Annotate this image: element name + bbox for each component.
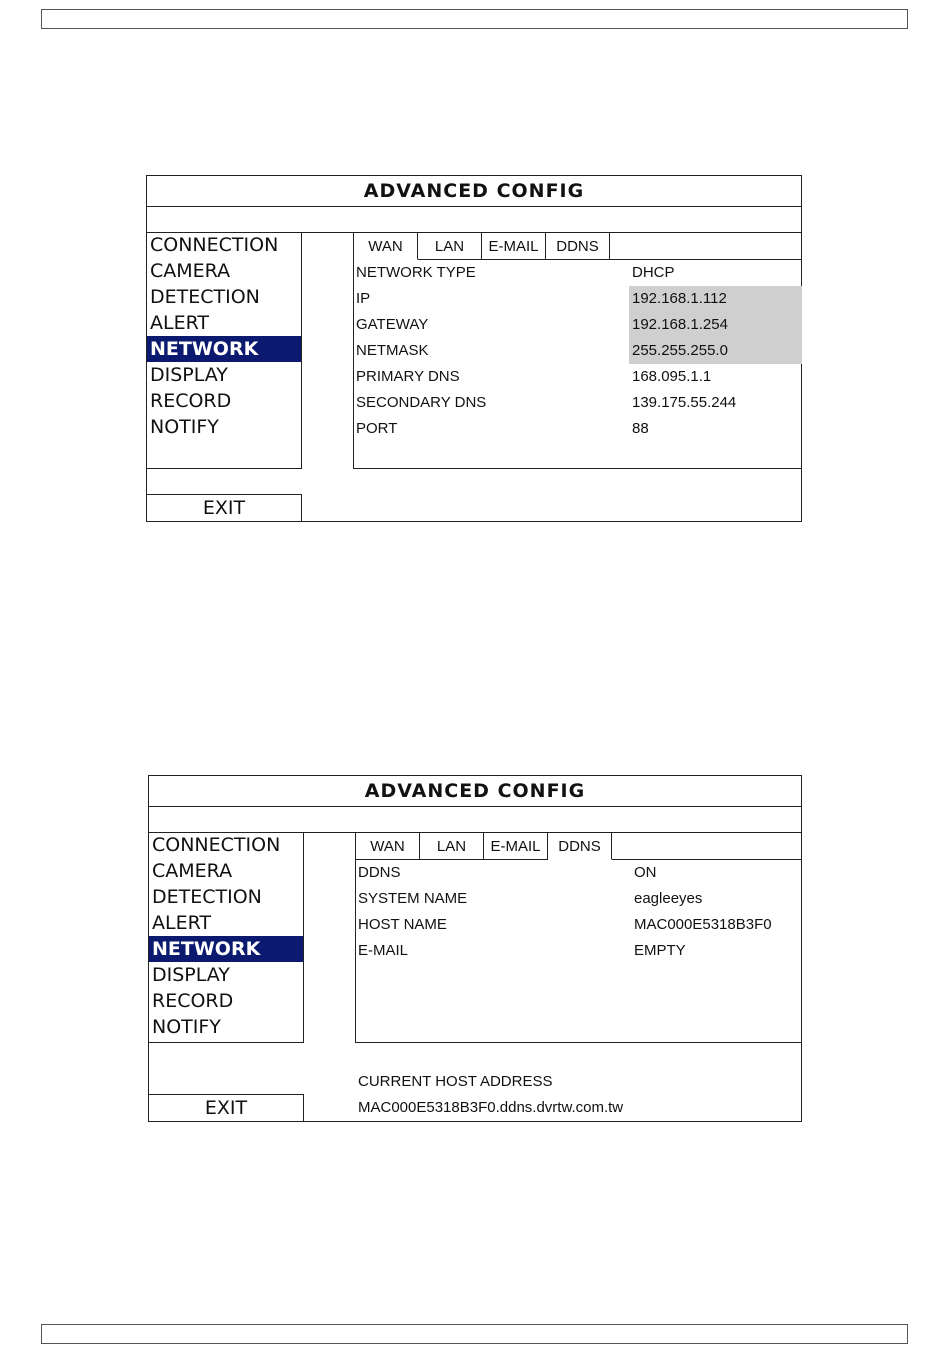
- row-value[interactable]: eagleeyes: [634, 890, 703, 907]
- network-panel: [353, 232, 802, 469]
- menu-item-detection[interactable]: DETECTION: [150, 286, 260, 308]
- tab-bar: [354, 232, 802, 260]
- row-value[interactable]: 192.168.1.112: [629, 286, 802, 312]
- side-menu: [149, 832, 304, 1043]
- row-value[interactable]: 139.175.55.244: [632, 394, 737, 411]
- tab-email[interactable]: E-MAIL: [482, 232, 546, 259]
- menu-item-connection[interactable]: CONNECTION: [152, 834, 281, 856]
- row-label: GATEWAY: [356, 316, 429, 333]
- row-system-name[interactable]: [356, 886, 802, 912]
- side-menu: [147, 232, 302, 469]
- row-value[interactable]: 192.168.1.254: [629, 312, 802, 338]
- row-label: DDNS: [358, 864, 401, 881]
- menu-item-notify[interactable]: NOTIFY: [152, 1016, 221, 1038]
- tab-wan[interactable]: WAN: [356, 832, 420, 859]
- tab-wan[interactable]: WAN: [354, 232, 418, 260]
- tab-bar: [356, 832, 802, 860]
- row-label: SYSTEM NAME: [358, 890, 468, 907]
- row-label: NETWORK TYPE: [356, 264, 476, 281]
- row-label: PORT: [356, 420, 398, 437]
- ddns-panel: [355, 832, 802, 1043]
- row-ddns[interactable]: [356, 860, 802, 886]
- row-ip[interactable]: [354, 286, 802, 312]
- menu-item-notify[interactable]: NOTIFY: [150, 416, 219, 438]
- menu-item-network[interactable]: NETWORK: [149, 936, 303, 962]
- row-value[interactable]: EMPTY: [634, 942, 686, 959]
- row-value[interactable]: ON: [634, 864, 657, 881]
- advanced-config-dialog-ddns: [148, 775, 802, 1122]
- tab-ddns[interactable]: DDNS: [546, 232, 610, 259]
- menu-item-alert[interactable]: ALERT: [152, 912, 212, 934]
- exit-button[interactable]: EXIT: [149, 1094, 304, 1121]
- row-host-name[interactable]: [356, 912, 802, 938]
- menu-item-display[interactable]: DISPLAY: [150, 364, 228, 386]
- page-header-bar: [41, 9, 908, 29]
- row-email[interactable]: [356, 938, 802, 964]
- menu-item-camera[interactable]: CAMERA: [150, 260, 231, 282]
- menu-item-alert[interactable]: ALERT: [150, 312, 210, 334]
- row-value[interactable]: MAC000E5318B3F0: [634, 916, 772, 933]
- row-secondary-dns[interactable]: [354, 390, 802, 416]
- row-netmask[interactable]: [354, 338, 802, 364]
- tab-email[interactable]: E-MAIL: [484, 832, 548, 859]
- menu-item-network[interactable]: NETWORK: [147, 336, 301, 362]
- menu-item-record[interactable]: RECORD: [150, 390, 232, 412]
- tab-lan[interactable]: LAN: [420, 832, 484, 859]
- row-value[interactable]: 255.255.255.0: [629, 338, 802, 364]
- menu-item-camera[interactable]: CAMERA: [152, 860, 233, 882]
- page-footer-bar: [41, 1324, 908, 1344]
- tab-lan[interactable]: LAN: [418, 232, 482, 259]
- row-gateway[interactable]: [354, 312, 802, 338]
- row-value[interactable]: DHCP: [632, 264, 675, 281]
- row-label: PRIMARY DNS: [356, 368, 460, 385]
- advanced-config-dialog-wan: [146, 175, 802, 522]
- row-primary-dns[interactable]: [354, 364, 802, 390]
- row-label: HOST NAME: [358, 916, 447, 933]
- row-port[interactable]: [354, 416, 802, 442]
- row-value[interactable]: 168.095.1.1: [632, 368, 712, 385]
- exit-button[interactable]: EXIT: [147, 494, 302, 521]
- row-network-type[interactable]: [354, 260, 802, 286]
- tab-ddns[interactable]: DDNS: [548, 832, 612, 860]
- dialog-title: ADVANCED CONFIG: [149, 776, 801, 807]
- current-host-address-value: MAC000E5318B3F0.ddns.dvrtw.com.tw: [358, 1099, 624, 1116]
- menu-item-detection[interactable]: DETECTION: [152, 886, 262, 908]
- row-label: E-MAIL: [358, 942, 409, 959]
- row-value[interactable]: 88: [632, 420, 649, 437]
- row-label: IP: [356, 290, 371, 307]
- dialog-subbar: [147, 206, 801, 233]
- dialog-title: ADVANCED CONFIG: [147, 176, 801, 207]
- menu-item-display[interactable]: DISPLAY: [152, 964, 230, 986]
- current-host-address-label: CURRENT HOST ADDRESS: [358, 1073, 553, 1090]
- menu-item-record[interactable]: RECORD: [152, 990, 234, 1012]
- row-label: NETMASK: [356, 342, 429, 359]
- row-label: SECONDARY DNS: [356, 394, 487, 411]
- menu-item-connection[interactable]: CONNECTION: [150, 234, 279, 256]
- dialog-subbar: [149, 806, 801, 833]
